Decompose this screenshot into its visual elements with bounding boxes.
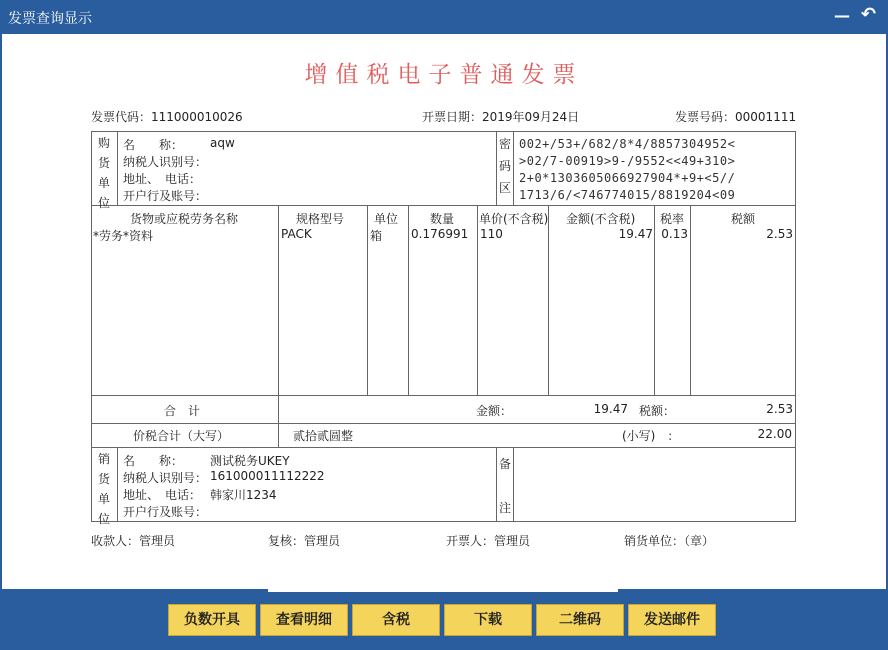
invoice-code-label: 发票代码： (91, 110, 152, 124)
cipher-line: 2+0*1303605066927904*+9+<5// (519, 171, 736, 185)
seller-bank-label: 开户行及账号： (123, 505, 208, 519)
grand-total-lower: 22.00 (757, 427, 792, 441)
send-email-button[interactable]: 发送邮件 (628, 604, 716, 636)
cipher-side-char: 码 (498, 159, 511, 173)
buyer-name: aqw (210, 136, 235, 150)
seller-name-label: 名 称： (123, 454, 184, 468)
grand-total-lower-label: (小写) ： (622, 429, 680, 443)
invoice-number-label: 发票号码： (675, 110, 736, 124)
item-rate: 0.13 (661, 227, 688, 241)
col-divider-unit (367, 205, 368, 395)
cipher-line: 002+/53+/682/8*4/8857304952< (519, 137, 736, 151)
col-header-amount: 金额(不含税) (566, 212, 636, 226)
remark-side-char: 备 (498, 457, 511, 471)
buyer-side-divider (117, 131, 118, 205)
col-header-price: 单价(不含税) (479, 212, 549, 226)
footer-seller-seal (624, 532, 714, 549)
remark-side-char: 注 (498, 501, 511, 515)
total-tax-label: 税额： (639, 404, 676, 418)
buyer-taxid-label: 纳税人识别号： (123, 155, 208, 169)
cipher-line: >02/7-00919>9-/9552<<49+310> (519, 154, 736, 168)
grand-total-label: 价税合计（大写） (133, 429, 230, 443)
invoice-code (91, 108, 243, 125)
window-title: 发票查询显示 (8, 11, 92, 27)
col-header-qty: 数量 (430, 212, 455, 226)
item-spec: PACK (281, 227, 312, 241)
seller-seal-label: 销货单位： (624, 534, 685, 548)
buyer-side-char: 货 (97, 156, 110, 170)
col-divider-tax (690, 205, 691, 395)
remark-side-label (498, 452, 512, 520)
cipher-side-label (498, 133, 512, 199)
table-border-left (91, 131, 92, 522)
minimize-icon[interactable]: — (834, 6, 850, 25)
negative-invoice-button[interactable]: 负数开具 (168, 604, 256, 636)
divider-items (91, 395, 796, 396)
drawer-label: 开票人： (446, 534, 495, 548)
cipher-left-divider (496, 131, 497, 205)
cipher-line: 1713/6/<746774015/8819204<09 (519, 188, 736, 202)
col-divider-amount (548, 205, 549, 395)
total-label: 合 计 (164, 404, 201, 418)
invoice-number-value: 00001111 (735, 110, 797, 124)
col-header-spec: 规格型号 (296, 212, 345, 226)
seller-side-char: 位 (97, 512, 110, 526)
remark-left-divider (496, 447, 497, 521)
buyer-side-char: 购 (97, 136, 110, 150)
window-titlebar (0, 0, 888, 34)
drawer-value: 管理员 (494, 534, 531, 548)
seller-side-divider (117, 447, 118, 521)
cipher-side-char: 区 (498, 181, 511, 195)
divider-total (91, 423, 796, 424)
buyer-addr-label: 地址、 电话： (123, 172, 202, 186)
seller-addr: 韩家川1234 (210, 488, 277, 502)
col-header-rate: 税率 (660, 212, 685, 226)
table-border-right (795, 131, 796, 522)
col-divider-qty (408, 205, 409, 395)
seller-addr-label: 地址、 电话： (123, 488, 202, 502)
invoice-code-value: 111000010026 (151, 110, 243, 124)
buyer-name-label: 名 称： (123, 138, 184, 152)
cipher-side-char: 密 (498, 137, 511, 151)
total-amount: 19.47 (593, 402, 628, 416)
invoice-date-value: 2019年09月24日 (482, 110, 580, 124)
footer-payee (91, 532, 175, 549)
tax-inclusive-button[interactable]: 含税 (352, 604, 440, 636)
seller-taxid: 161000011112222 (210, 469, 325, 483)
reviewer-label: 复核： (268, 534, 305, 548)
table-border-bottom (91, 521, 796, 522)
seller-side-char: 货 (97, 472, 110, 486)
divider-grand (91, 447, 796, 448)
buyer-side-char: 单 (97, 176, 110, 190)
seller-side-char: 销 (97, 452, 110, 466)
remark-label-divider (513, 447, 514, 521)
buyer-bank-label: 开户行及账号： (123, 189, 208, 203)
invoice-date (422, 108, 579, 125)
invoice-title: 增值税电子普通发票 (304, 62, 584, 88)
item-amount: 19.47 (618, 227, 653, 241)
invoice-number (675, 108, 796, 125)
seller-taxid-label: 纳税人识别号： (123, 471, 208, 485)
buyer-side-char: 位 (97, 196, 110, 210)
grand-total-upper: 贰拾贰圆整 (293, 429, 354, 443)
col-header-unit: 单位 (374, 212, 399, 226)
item-price: 110 (480, 227, 503, 241)
download-button[interactable]: 下载 (444, 604, 532, 636)
col-divider-spec (278, 205, 279, 448)
back-icon[interactable]: ↶ (860, 4, 876, 25)
footer-reviewer (268, 532, 340, 549)
payee-label: 收款人： (91, 534, 140, 548)
footer-drawer (446, 532, 530, 549)
cipher-label-divider (513, 131, 514, 205)
col-divider-price (477, 205, 478, 395)
table-border-top (91, 131, 796, 132)
invoice-paper (2, 34, 886, 589)
payee-value: 管理员 (139, 534, 176, 548)
item-name: *劳务*资料 (93, 229, 154, 243)
seller-seal-value: （章） (684, 534, 715, 548)
invoice-date-label: 开票日期： (422, 110, 483, 124)
col-header-name: 货物或应税劳务名称 (130, 212, 239, 226)
qrcode-button[interactable]: 二维码 (536, 604, 624, 636)
item-unit: 箱 (370, 229, 383, 243)
remark-spacer (498, 476, 512, 496)
item-tax: 2.53 (766, 227, 793, 241)
view-detail-button[interactable]: 查看明细 (260, 604, 348, 636)
col-divider-rate (654, 205, 655, 395)
col-header-tax: 税额 (731, 212, 756, 226)
buyer-side-label (97, 133, 111, 213)
seller-side-label (97, 449, 111, 529)
seller-name: 测试税务UKEY (210, 454, 290, 468)
item-qty: 0.176991 (411, 227, 469, 241)
total-tax: 2.53 (766, 402, 793, 416)
total-amount-label: 金额： (476, 404, 513, 418)
seller-side-char: 单 (97, 492, 110, 506)
reviewer-value: 管理员 (304, 534, 341, 548)
